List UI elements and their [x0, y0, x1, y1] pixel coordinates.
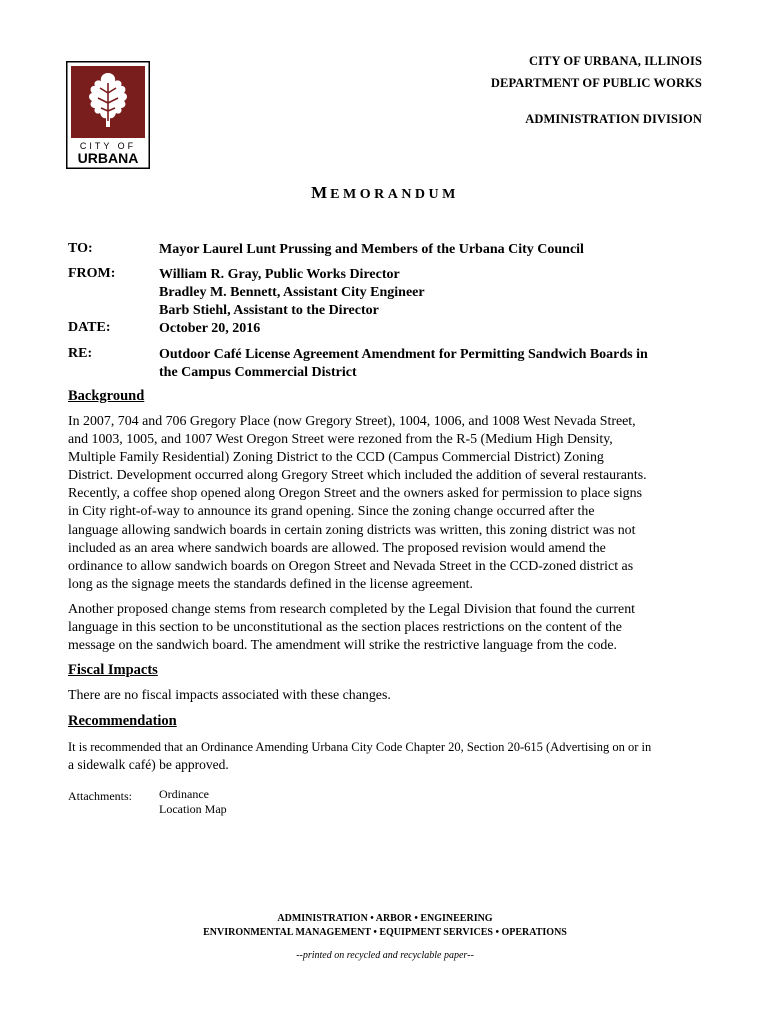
recommendation-line-2: a sidewalk café) be approved. — [68, 757, 229, 772]
header-city: CITY OF URBANA, ILLINOIS — [528, 54, 702, 68]
paragraph-line: Another proposed change stems from research completed by the Legal Division that found the current — [68, 602, 636, 617]
from-label: FROM: — [68, 266, 116, 281]
fiscal-impacts-heading: Fiscal Impacts — [68, 662, 158, 678]
paragraph-line: language in this section to be unconstitutional as the section places restrictions on the content of the — [68, 620, 622, 636]
from-value-3: Barb Stiehl, Assistant to the Director — [159, 303, 379, 318]
paragraph-line: District. Development occurred along Gregory Street which included the addition of several restaurants. — [68, 468, 647, 484]
logo-city-of-text: CITY OF — [79, 141, 137, 151]
paragraph-line: language allowing sandwich boards in certain zoning districts was written, this zoning district was not — [68, 522, 636, 538]
re-value-1: Outdoor Café License Agreement Amendment for Permitting Sandwich Boards in — [159, 347, 648, 362]
footer-printed-note: --printed on recycled and recyclable paper-- — [296, 950, 474, 961]
paragraph-line: long as the signage meets the standards defined in the license agreement. — [68, 576, 474, 592]
to-value: Mayor Laurel Lunt Prussing and Members of the Urbana City Council — [159, 242, 584, 257]
paragraph-line: In 2007, 704 and 706 Gregory Place (now Gregory Street), 1004, 1006, and 1008 West Nevada Street, — [68, 414, 636, 429]
re-value-2: the Campus Commercial District — [159, 365, 357, 380]
background-paragraph-2 — [68, 601, 702, 655]
background-paragraph-1 — [68, 413, 702, 594]
attachments-label: Attachments: — [68, 789, 132, 803]
logo-urbana-text: URBANA — [77, 150, 139, 166]
memo-title-rest: EMORANDUM — [330, 187, 459, 202]
paragraph-line: and 1003, 1005, and 1007 West Oregon Street were rezoned from the R-5 (Medium High Density, — [68, 432, 613, 448]
paragraph-line: Recently, a coffee shop opened along Oregon Street and the owners asked for permission to place signs — [68, 486, 642, 502]
paragraph-line: ordinance to allow sandwich boards on Oregon Street and Nevada Street in the CCD-zoned district as — [68, 558, 634, 574]
background-heading: Background — [68, 388, 145, 404]
paragraph-line: Multiple Family Residential) Zoning District to the CCD (Campus Commercial District) Zoning — [68, 450, 604, 466]
attachments-list — [159, 787, 227, 817]
recommendation-heading: Recommendation — [68, 713, 177, 729]
footer-divisions-line-2: ENVIRONMENTAL MANAGEMENT • EQUIPMENT SERVICES • OPERATIONS — [203, 927, 567, 938]
date-label: DATE: — [68, 320, 111, 335]
paragraph-line: message on the sandwich board. The amendment will strike the restrictive language from the code. — [68, 638, 618, 654]
header-department: DEPARTMENT OF PUBLIC WORKS — [490, 76, 702, 90]
paragraph-line: included as an area where sandwich boards are allowed. The proposed revision would amend the — [68, 540, 606, 556]
from-value-2: Bradley M. Bennett, Assistant City Engineer — [159, 285, 425, 300]
re-label: RE: — [68, 346, 93, 361]
city-of-urbana-logo — [66, 61, 150, 169]
footer-divisions-line-1: ADMINISTRATION • ARBOR • ENGINEERING — [277, 913, 493, 924]
fiscal-impacts-text: There are no fiscal impacts associated with these changes. — [68, 688, 391, 703]
header-division: ADMINISTRATION DIVISION — [525, 112, 702, 126]
recommendation-text — [68, 738, 718, 774]
from-value-1: William R. Gray, Public Works Director — [159, 267, 400, 282]
date-value: October 20, 2016 — [159, 321, 261, 336]
memo-title-first: M — [311, 183, 331, 202]
attachment-item: Ordinance — [159, 787, 209, 801]
attachment-item: Location Map — [159, 802, 227, 816]
to-label: TO: — [68, 241, 93, 256]
recommendation-line-1: It is recommended that an Ordinance Amending Urbana City Code Chapter 20, Section 20-615 (Advertising on or in — [68, 740, 652, 754]
memorandum-title — [0, 183, 770, 203]
paragraph-line: in City right-of-way to announce its grand opening. Since the zoning change occurred after the — [68, 504, 595, 520]
